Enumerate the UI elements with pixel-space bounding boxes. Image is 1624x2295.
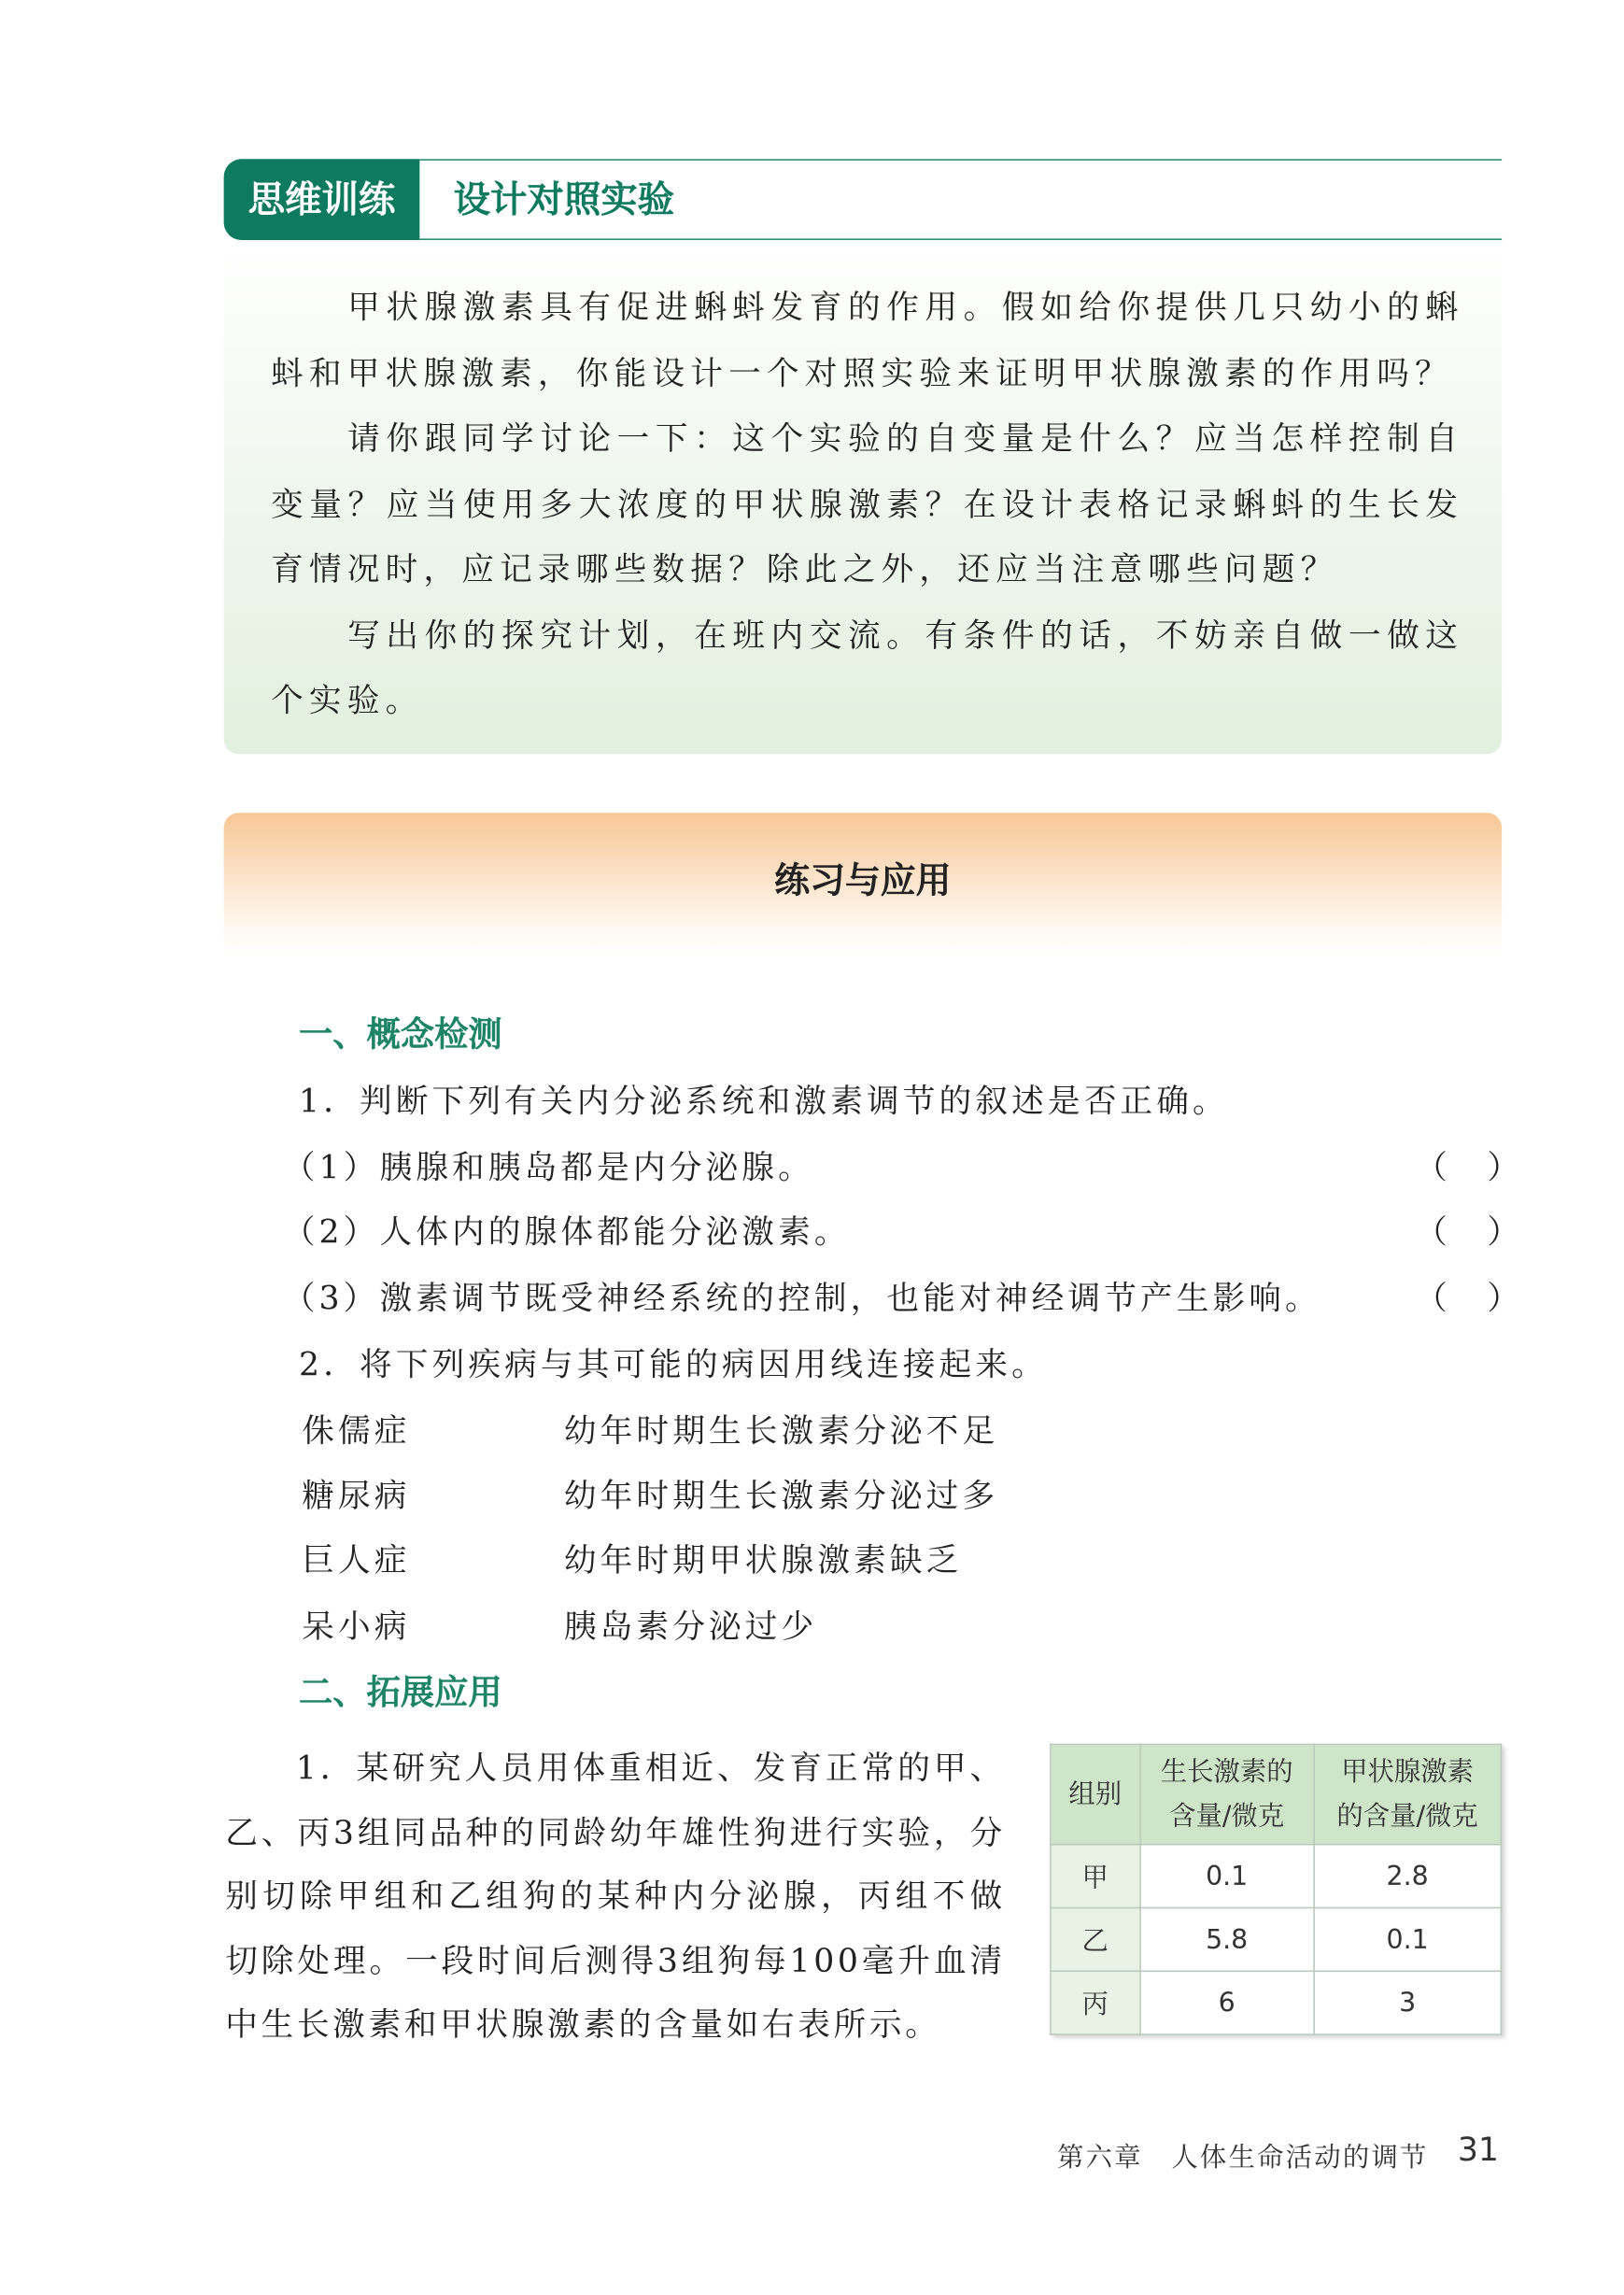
- table-cell: 5.8: [1139, 1907, 1313, 1971]
- disease-item: 巨人症: [302, 1543, 411, 1580]
- think-paragraph: 甲状腺激素具有促进蝌蚪发育的作用。假如给你提供几只幼小的蝌蚪和甲状腺激素，你能设计一个对照实验来证明甲状腺激素的作用吗？: [271, 290, 1464, 393]
- table-cell: 6: [1139, 1971, 1313, 2034]
- think-paragraph: 请你跟同学讨论一下：这个实验的自变量是什么？应当怎样控制自变量？应当使用多大浓度的甲状腺激素？在设计表格记录蝌蚪的生长发育情况时，应记录哪些数据？除此之外，还应当注意哪些问题？: [271, 420, 1464, 589]
- question-text: 1．某研究人员用体重相近、发育正常的甲、乙、丙3组同品种的同龄幼年雄性狗进行实验，分别切除甲组和乙组狗的某种内分泌腺，丙组不做切除处理。一段时间后测得3组狗每100毫升血清中生长激素和甲状腺激素的含量如右表所示。: [225, 1750, 1006, 2045]
- table-cell: 0.1: [1139, 1845, 1313, 1908]
- table-cell-group: 甲: [1051, 1845, 1140, 1908]
- disease-item: 糖尿病: [302, 1478, 411, 1516]
- table-header-growth-hormone: [1139, 1744, 1313, 1844]
- section-heading-extended-application: 二、拓展应用: [299, 1674, 502, 1713]
- judgement-item: （2）人体内的腺体都能分泌激素。: [282, 1214, 851, 1253]
- think-paragraph: 写出你的探究计划，在班内交流。有条件的话，不妨亲自做一做这个实验。: [271, 617, 1464, 720]
- question-stem: 2．将下列疾病与其可能的病因用线连接起来。: [299, 1347, 1048, 1385]
- think-box-title: 设计对照实验: [453, 177, 675, 221]
- header-line: 甲状腺激素: [1341, 1756, 1475, 1788]
- answer-blank: （ ）: [1415, 1281, 1534, 1319]
- question-paragraph: [225, 1737, 1006, 2058]
- judgement-item: （1）胰腺和胰岛都是内分泌腺。: [282, 1150, 814, 1187]
- question-stem: 1．判断下列有关内分泌系统和激素调节的叙述是否正确。: [299, 1084, 1229, 1121]
- table-cell: 3: [1314, 1971, 1501, 2034]
- table-header-thyroid-hormone: [1314, 1744, 1501, 1844]
- disease-item: 呆小病: [302, 1609, 411, 1647]
- answer-blank: （ ）: [1415, 1150, 1534, 1187]
- table-row: [1051, 1907, 1501, 1971]
- table-cell-group: 丙: [1051, 1971, 1140, 2034]
- table-cell: 2.8: [1314, 1845, 1501, 1908]
- disease-item: 侏儒症: [302, 1413, 411, 1451]
- table-header-row: [1051, 1744, 1501, 1844]
- table-cell-group: 乙: [1051, 1907, 1140, 1971]
- cause-item: 幼年时期甲状腺激素缺乏: [563, 1543, 963, 1580]
- page-number: 31: [1457, 2132, 1499, 2170]
- header-line: 生长激素的: [1160, 1756, 1293, 1788]
- answer-blank: （ ）: [1415, 1214, 1534, 1253]
- table-cell: 0.1: [1314, 1907, 1501, 1971]
- footer-chapter-title: 第六章 人体生命活动的调节: [1056, 2142, 1429, 2175]
- table-header-group: 组别: [1051, 1744, 1140, 1844]
- table-row: [1051, 1971, 1501, 2034]
- cause-item: 幼年时期生长激素分泌不足: [563, 1413, 999, 1451]
- think-box-tag: 思维训练: [224, 159, 420, 240]
- hormone-data-table: [1050, 1744, 1502, 2035]
- header-line: 含量/微克: [1169, 1800, 1285, 1832]
- table-row: [1051, 1845, 1501, 1908]
- cause-item: 胰岛素分泌过少: [563, 1609, 818, 1647]
- section-heading-concept-check: 一、概念检测: [299, 1015, 502, 1055]
- cause-item: 幼年时期生长激素分泌过多: [563, 1478, 999, 1516]
- think-box-text: [271, 276, 1463, 735]
- practice-title: 练习与应用: [774, 859, 952, 901]
- judgement-item: （3）激素调节既受神经系统的控制，也能对神经调节产生影响。: [282, 1281, 1321, 1319]
- header-line: 的含量/微克: [1336, 1800, 1478, 1832]
